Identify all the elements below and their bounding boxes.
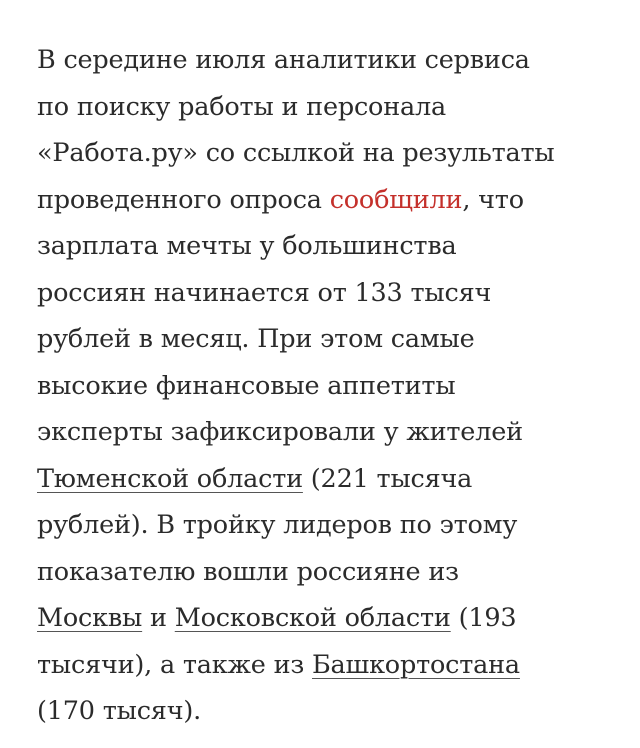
moscow-region-link[interactable]: Московской области xyxy=(174,603,451,633)
text-line: эксперты зафиксировали у жителей xyxy=(37,417,523,447)
text-line xyxy=(37,456,617,503)
text-line xyxy=(37,642,617,689)
bashkortostan-link[interactable]: Башкортостана xyxy=(312,649,520,680)
text-line: зарплата мечты у большинства xyxy=(37,231,457,261)
text-segment: тысячи), а также из xyxy=(37,649,313,680)
reported-link[interactable]: сообщили xyxy=(329,184,463,215)
text-line: россиян начинается от 133 тысяч xyxy=(37,277,492,308)
tyumen-region-link[interactable]: Тюменской области xyxy=(37,463,303,494)
text-line: «Работа.ру» со ссылкой на результаты xyxy=(37,138,555,168)
text-segment: и xyxy=(142,603,175,633)
text-line: высокие финансовые аппетиты xyxy=(37,370,456,401)
text-line: по поиску работы и персонала xyxy=(37,91,447,122)
article-paragraph xyxy=(37,37,617,735)
text-line: показателю вошли россияне из xyxy=(37,556,459,587)
text-line xyxy=(37,177,617,224)
text-segment: (193 xyxy=(450,603,517,633)
text-line: рублей в месяц. При этом самые xyxy=(37,324,475,354)
text-line: рублей). В тройку лидеров по этому xyxy=(37,510,518,540)
text-segment: (221 тысяча xyxy=(302,463,473,494)
text-segment: , что xyxy=(462,184,524,215)
moscow-link[interactable]: Москвы xyxy=(37,603,143,633)
text-segment: проведенного опроса xyxy=(37,184,330,215)
text-line: (170 тысяч). xyxy=(37,696,202,726)
text-line: В середине июля аналитики сервиса xyxy=(37,45,530,75)
text-line xyxy=(37,595,617,642)
